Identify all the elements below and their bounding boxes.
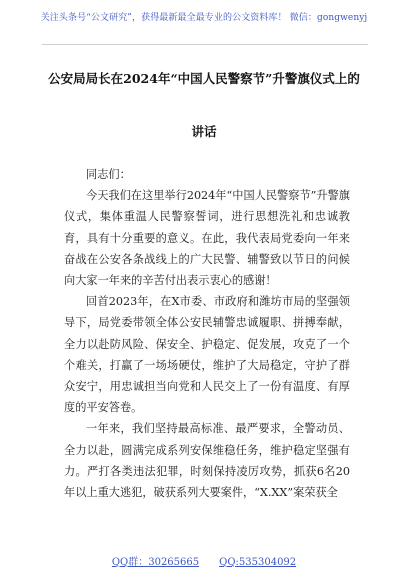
document-body — [64, 164, 350, 503]
paragraph-1: 今天我们在这里举行2024年“中国人民警察节”升警旗仪式，集体重温人民警察誓词，进行思想洗礼和忠诚教育，具有十分重要的意义。在此，我代表局党委向一年来奋战在公安各条战线上的广大民警、辅警致以节日的问候向大家一年来的辛苦付出表示衷心的感谢！ — [64, 189, 350, 288]
document-title-line2: 讲话 — [191, 124, 217, 139]
header-banner[interactable]: 关注头条号“公文研究”，获得最新最全最专业的公文资料库！ 微信：gongwenyj — [40, 13, 368, 23]
paragraph-3: 一年来，我们坚持最高标准、最严要求，全警动员、全力以赴，圆满完成系列安保维稳任务，维护稳定坚强有力。严打各类违法犯罪，时刻保持凌厉攻势，抓获6名20年以上重大逃犯，破获系列大要案件，“X.XX”案荣获全 — [64, 422, 350, 500]
qq-group-link[interactable]: QQ群：30265665 — [111, 557, 200, 568]
paragraph-2: 回首2023年，在X市委、市政府和潍坊市局的坚强领导下，局党委带领全体公安民辅警忠诚履职、拼搏奉献，全力以赴防风险、保安全、护稳定、促发展，攻克了一个个难关，打赢了一场场硬仗，维护了大局稳定，守护了群众安宁，用忠诚担当向党和人民交上了一份有温度、有厚度的平安答卷。 — [64, 295, 350, 415]
qq-link[interactable]: QQ:535304092 — [219, 557, 297, 568]
document-title-line1: 公安局局长在2024年“中国人民警察节”升警旗仪式上的 — [48, 71, 360, 86]
greeting: 同志们： — [86, 168, 131, 181]
header-divider — [42, 44, 368, 45]
footer-contact — [0, 553, 408, 568]
